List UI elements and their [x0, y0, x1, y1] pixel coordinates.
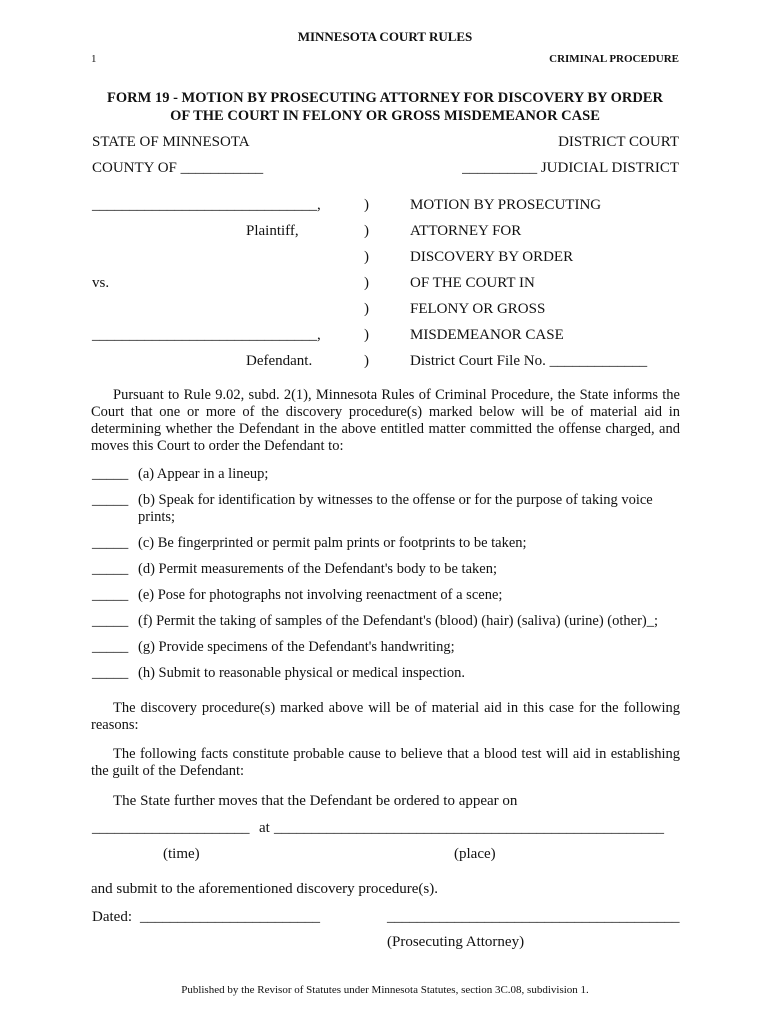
checklist-item	[92, 466, 128, 483]
appear-paragraph: The State further moves that the Defendant be ordered to appear on	[113, 793, 518, 809]
checklist-item-text: (c) Be fingerprinted or permit palm prints or footprints to be taken;	[138, 535, 527, 551]
checklist-item	[92, 665, 128, 682]
signature-blank: _______________________________________	[387, 909, 680, 925]
caption-paren: )	[364, 197, 369, 213]
footer-note: Published by the Revisor of Statutes under Minnesota Statutes, section 3C.08, subdivision 1.	[181, 984, 589, 996]
motion-title-line: FELONY OR GROSS	[410, 301, 546, 317]
checklist-item-text-cont: prints;	[138, 509, 176, 525]
section-label: CRIMINAL PROCEDURE	[549, 53, 679, 65]
checklist-item-text: (a) Appear in a lineup;	[138, 466, 269, 482]
form-title-line-2: OF THE COURT IN FELONY OR GROSS MISDEMEANOR CASE	[170, 108, 600, 124]
checklist-item	[92, 492, 128, 509]
dated-label: Dated:	[92, 909, 132, 925]
defendant-blank: ______________________________,	[92, 327, 321, 343]
motion-title-line: MOTION BY PROSECUTING	[410, 197, 602, 213]
place-blank: ____________________________________________________	[274, 820, 664, 836]
motion-title-line: DISCOVERY BY ORDER	[410, 249, 574, 265]
caption-paren: )	[364, 327, 369, 343]
defendant-label: Defendant.	[246, 353, 313, 369]
state-label: STATE OF MINNESOTA	[92, 134, 250, 150]
county-label: COUNTY OF ___________	[92, 160, 264, 176]
check-blank: _____	[92, 587, 129, 603]
checklist-item-text: (f) Permit the taking of samples of the Defendant's (blood) (hair) (saliva) (urine) (other)_;	[138, 613, 659, 629]
district-label: __________ JUDICIAL DISTRICT	[462, 160, 679, 176]
checklist-item	[92, 613, 128, 630]
caption-paren: )	[364, 301, 369, 317]
reasons-paragraph: The discovery procedure(s) marked above will be of material aid in this case for the following reasons:	[91, 700, 680, 733]
plaintiff-blank: ______________________________,	[92, 197, 321, 213]
checklist-item-text: (b) Speak for identification by witnesses to the offense or for the purpose of taking voice	[138, 492, 653, 508]
checklist-item	[92, 561, 128, 578]
plaintiff-label: Plaintiff,	[246, 223, 299, 239]
submit-line: and submit to the aforementioned discovery procedure(s).	[91, 881, 438, 897]
check-blank: _____	[92, 466, 129, 482]
probable-cause-paragraph: The following facts constitute probable cause to believe that a blood test will aid in establishing the guilt of the Defendant:	[91, 746, 680, 779]
caption-paren: )	[364, 223, 369, 239]
court-label: DISTRICT COURT	[558, 134, 679, 150]
dated-blank: ________________________	[140, 909, 320, 925]
checklist-item	[92, 639, 128, 656]
check-blank: _____	[92, 561, 129, 577]
checklist-item-text: (h) Submit to reasonable physical or medical inspection.	[138, 665, 465, 681]
caption-paren: )	[364, 275, 369, 291]
motion-title-line: MISDEMEANOR CASE	[410, 327, 564, 343]
motion-title-line: ATTORNEY FOR	[410, 223, 522, 239]
rules-title: MINNESOTA COURT RULES	[297, 29, 473, 44]
time-blank: _____________________	[92, 820, 250, 836]
check-blank: _____	[92, 639, 129, 655]
page-number: 1	[91, 53, 97, 65]
check-blank: _____	[92, 613, 129, 629]
check-blank: _____	[92, 665, 129, 681]
caption-paren: )	[364, 353, 369, 369]
checklist-item	[92, 535, 128, 552]
check-blank: _____	[92, 535, 129, 551]
check-blank: _____	[92, 492, 129, 508]
place-label: (place)	[454, 846, 496, 862]
file-number-label: District Court File No. _____________	[410, 353, 648, 369]
checklist-item-text: (g) Provide specimens of the Defendant's handwriting;	[138, 639, 455, 655]
caption-paren: )	[364, 249, 369, 265]
versus-label: vs.	[92, 275, 110, 291]
form-title-line-1: FORM 19 - MOTION BY PROSECUTING ATTORNEY FOR DISCOVERY BY ORDER	[107, 90, 663, 106]
intro-paragraph: Pursuant to Rule 9.02, subd. 2(1), Minnesota Rules of Criminal Procedure, the State informs the Court that one or more of the discovery procedure(s) marked below will be of material aid in determining whether the Defendant in the above entitled matter committed the offense charged, and moves this Court to order the Defendant to:	[91, 387, 680, 454]
checklist-item-text: (d) Permit measurements of the Defendant's body to be taken;	[138, 561, 497, 577]
signature-label: (Prosecuting Attorney)	[387, 934, 525, 950]
checklist-item	[92, 587, 128, 604]
time-label: (time)	[163, 846, 200, 862]
at-label: at	[259, 820, 270, 836]
checklist-item-text: (e) Pose for photographs not involving reenactment of a scene;	[138, 587, 503, 603]
motion-title-line: OF THE COURT IN	[410, 275, 535, 291]
form-title	[90, 89, 680, 125]
